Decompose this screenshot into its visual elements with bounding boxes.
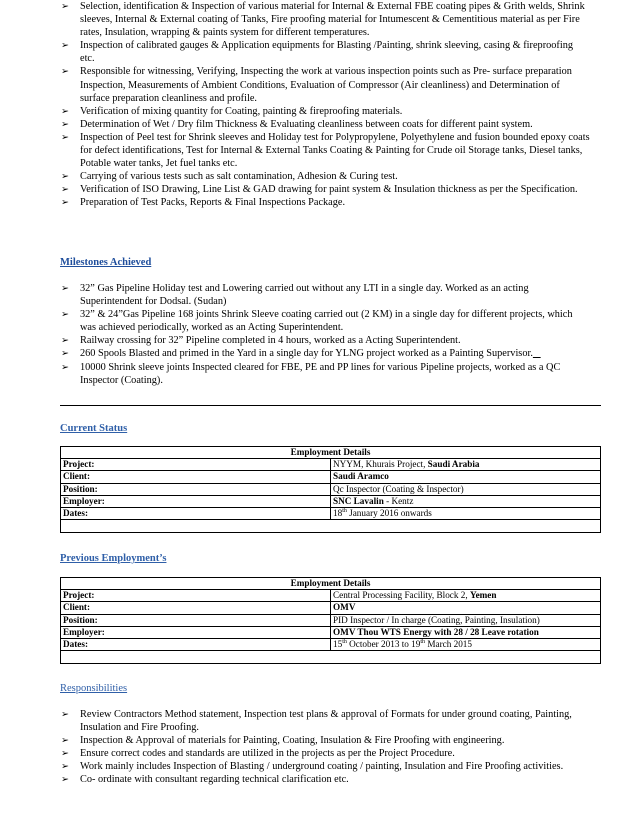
- row-label: Employer:: [61, 495, 331, 507]
- list-item: ➢ Carrying of various tests such as salt contamination, Adhesion & Curing test.: [60, 170, 590, 183]
- responsibilities-heading: Responsibilities: [60, 683, 128, 694]
- list-item: ➢ Inspection of calibrated gauges & Application equipments for Blasting /Painting, shrink sleeving, casing & fireproofing etc.: [60, 39, 590, 65]
- table-row: [61, 459, 601, 471]
- list-item: ➢ Preparation of Test Packs, Reports & Final Inspections Package.: [60, 196, 590, 209]
- list-item: ➢ Selection, identification & Inspection of various material for Internal & External FBE coating pipes & Grith welds, Shrink sleeves, Internal & External coating of Tanks, Fire proofing material for Intumescent & Cementitious material as per Fire rates, Insulation, wrapping & paints system for different temperatures.: [60, 0, 590, 39]
- list-item: ➢ Inspection & Approval of materials for Painting, Coating, Insulation & Fire Proofing with engineering.: [60, 734, 590, 747]
- milestone-text: 260 Spools Blasted and primed in the Yard in a single day for YLNG project worked as a Painting Supervisor.: [80, 348, 533, 360]
- list-item: ➢ Railway crossing for 32” Pipeline completed in 4 hours, worked as a Acting Superintendent.: [60, 334, 590, 347]
- table-row: [61, 483, 601, 495]
- list-item: ➢ Review Contractors Method statement, Inspection test plans & approval of Formats for under ground coating, Painting, Insulation and Fire Proofing.: [60, 708, 590, 734]
- table-row: [61, 651, 601, 664]
- list-item: ➢ Inspection of Peel test for Shrink sleeves and Holiday test for Polypropylene, Polyethylene and fusion bounded epoxy coats for defect identifications, Test for Internal & External Tanks Coating & Painting for Crude oil Storage tanks, Diesel tanks, Potable water tanks, Jet fuel tanks etc.: [60, 131, 590, 170]
- row-value: PID Inspector / In charge (Coating, Painting, Insulation): [331, 614, 601, 626]
- table-row: [61, 495, 601, 507]
- list-item: ➢ Verification of mixing quantity for Coating, painting & fireproofing materials.: [60, 105, 590, 118]
- row-value: NYYM, Khurais Project, Saudi Arabia: [331, 459, 601, 471]
- row-value: Saudi Aramco: [331, 471, 601, 483]
- previous-employment-heading: Previous Employment’s: [60, 553, 167, 564]
- row-value: OMV Thou WTS Energy with 28 / 28 Leave rotation: [331, 626, 601, 638]
- underline-tail: [533, 348, 541, 359]
- row-value: 18th January 2016 onwards: [331, 507, 601, 519]
- row-label: Position:: [61, 614, 331, 626]
- row-value: OMV: [331, 602, 601, 614]
- list-item: ➢ 10000 Shrink sleeve joints Inspected cleared for FBE, PE and PP lines for various Pipeline projects, worked as a QC Inspector (Coating).: [60, 361, 590, 387]
- table-title: Employment Details: [61, 447, 601, 459]
- previous-employment-table: [60, 577, 601, 664]
- list-item: ➢ Responsible for witnessing, Verifying, Inspecting the work at various inspection points such as Pre- surface preparation Inspection, Measurements of Ambient Conditions, Evaluation of Compressor (Air cleanliness) and Determination of surface preparation cleanliness and profile.: [60, 65, 590, 104]
- table-row: [61, 614, 601, 626]
- table-header-row: [61, 578, 601, 590]
- table-row: [61, 590, 601, 602]
- current-employment-table: [60, 446, 601, 533]
- table-row: [61, 638, 601, 650]
- row-label: Dates:: [61, 507, 331, 519]
- row-value: Qc Inspector (Coating & Inspector): [331, 483, 601, 495]
- row-label: Dates:: [61, 638, 331, 650]
- milestones-heading: Milestones Achieved: [60, 257, 152, 268]
- current-status-heading: Current Status: [60, 423, 128, 434]
- row-label: Project:: [61, 459, 331, 471]
- row-value: 15th October 2013 to 19th March 2015: [331, 638, 601, 650]
- row-value: Central Processing Facility, Block 2, Yemen: [331, 590, 601, 602]
- row-label: Client:: [61, 471, 331, 483]
- row-label: Position:: [61, 483, 331, 495]
- table-header-row: [61, 447, 601, 459]
- row-label: Project:: [61, 590, 331, 602]
- list-item: ➢ Co- ordinate with consultant regarding technical clarification etc.: [60, 773, 590, 786]
- list-item: ➢ 32” & 24”Gas Pipeline 168 joints Shrink Sleeve coating carried out (2 KM) in a single day for different projects, which was achieved periodically, worked as an Acting Superintendent.: [60, 308, 590, 334]
- table-row: [61, 471, 601, 483]
- list-item: [60, 347, 590, 360]
- list-item: ➢ Ensure correct codes and standards are utilized in the projects as per the Project Procedure.: [60, 747, 590, 760]
- list-item: ➢ 32” Gas Pipeline Holiday test and Lowering carried out without any LTI in a single day. Worked as an acting Superintendent for Dodsal. (Sudan): [60, 282, 590, 308]
- row-label: Client:: [61, 602, 331, 614]
- row-label: Employer:: [61, 626, 331, 638]
- table-title: Employment Details: [61, 578, 601, 590]
- section-divider: [60, 405, 601, 406]
- table-row: [61, 507, 601, 519]
- list-item: ➢ Determination of Wet / Dry film Thickness & Evaluating cleanliness between coats for different paint system.: [60, 118, 590, 131]
- list-item: ➢ Work mainly includes Inspection of Blasting / underground coating / painting, Insulation and Fire Proofing activities.: [60, 760, 590, 773]
- responsibilities-list: [60, 708, 590, 787]
- duties-list: [60, 0, 590, 210]
- row-value: SNC Lavalin - Kentz: [331, 495, 601, 507]
- list-item: ➢ Verification of ISO Drawing, Line List & GAD drawing for paint system & Insulation thickness as per the Specification.: [60, 183, 590, 196]
- table-row: [61, 602, 601, 614]
- table-row: [61, 520, 601, 533]
- milestones-list: [60, 282, 590, 387]
- table-row: [61, 626, 601, 638]
